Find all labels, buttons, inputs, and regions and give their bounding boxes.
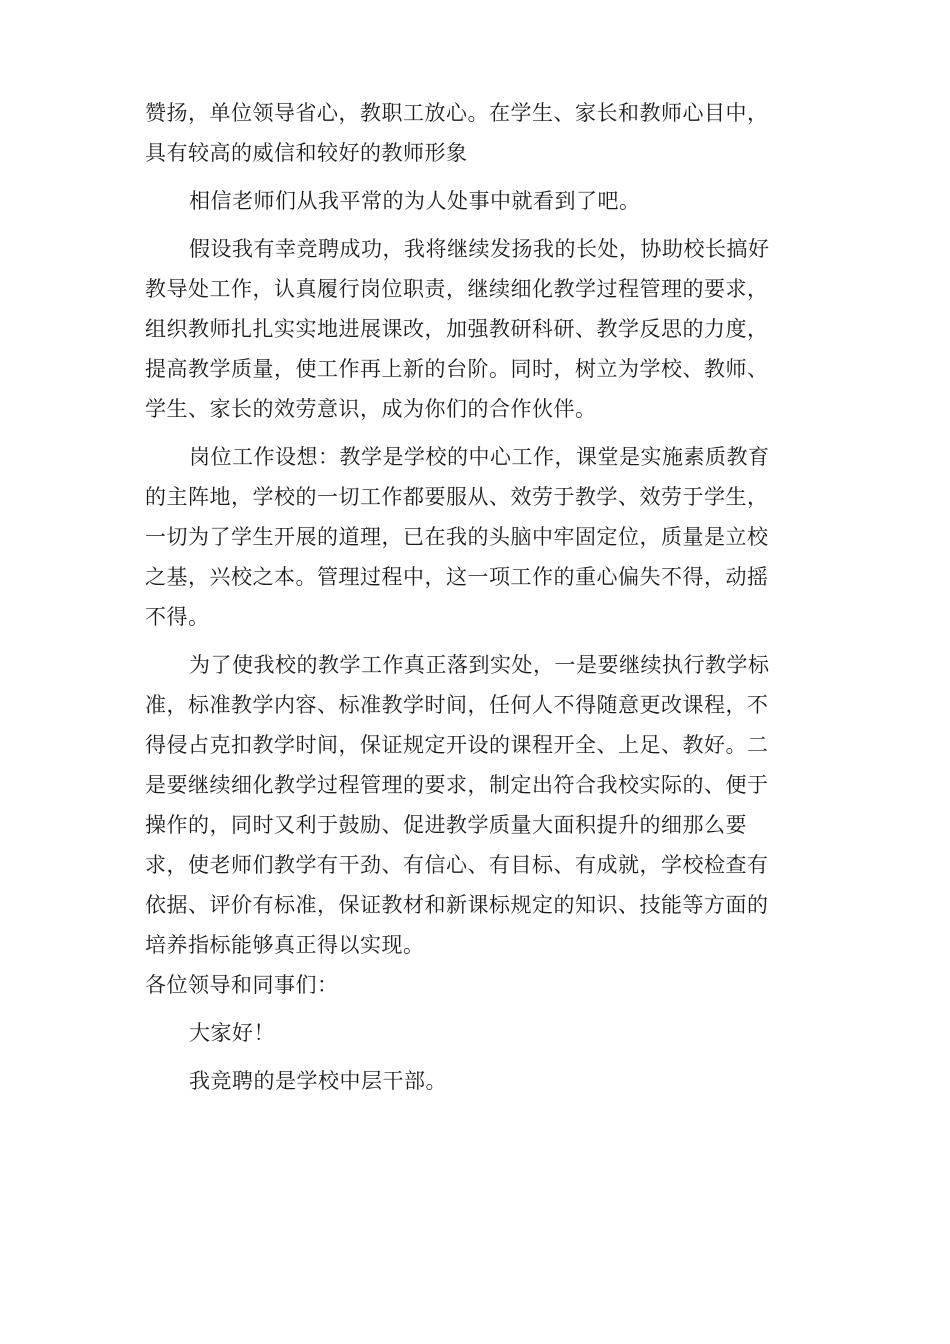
- text-line: 培养指标能够真正得以实现。: [145, 933, 425, 957]
- text-line: 依据、评价有标准，保证教材和新课标规定的知识、技能等方面的: [145, 893, 769, 917]
- document-body: [145, 93, 805, 1101]
- text-line: 岗位工作设想：教学是学校的中心工作，课堂是实施素质教育: [189, 445, 770, 469]
- text-line: 操作的，同时又利于鼓励、促进教学质量大面积提升的细那么要: [145, 813, 747, 837]
- text-line: 教导处工作，认真履行岗位职责，继续细化教学过程管理的要求，: [145, 277, 769, 301]
- paragraph: [145, 229, 805, 429]
- salutation: [145, 965, 805, 1005]
- text-line: 为了使我校的教学工作真正落到实处，一是要继续执行教学标: [189, 653, 770, 677]
- greeting: [145, 1013, 805, 1053]
- text-line: 得侵占克扣教学时间，保证规定开设的课程开全、上足、教好。二: [145, 733, 769, 757]
- text-line: 是要继续细化教学过程管理的要求，制定出符合我校实际的、便于: [145, 773, 769, 797]
- text-line: 求，使老师们教学有干劲、有信心、有目标、有成就，学校检查有: [145, 853, 769, 877]
- text-line: 大家好！: [189, 1021, 275, 1045]
- text-line: 提高教学质量，使工作再上新的台阶。同时，树立为学校、教师、: [145, 357, 769, 381]
- text-line: 我竞聘的是学校中层干部。: [189, 1069, 447, 1093]
- text-line: 组织教师扎扎实实地进展课改，加强教研科研、教学反思的力度，: [145, 317, 769, 341]
- text-line: 相信老师们从我平常的为人处事中就看到了吧。: [189, 189, 641, 213]
- text-line: 之基，兴校之本。管理过程中，这一项工作的重心偏失不得，动摇: [145, 565, 769, 589]
- text-line: 赞扬，单位领导省心，教职工放心。在学生、家长和教师心目中，: [145, 101, 769, 125]
- text-line: 具有较高的威信和较好的教师形象: [145, 141, 468, 165]
- paragraph: [145, 93, 805, 173]
- paragraph: [145, 645, 805, 965]
- text-line: 学生、家长的效劳意识，成为你们的合作伙伴。: [145, 397, 597, 421]
- text-line: 各位领导和同事们：: [145, 973, 339, 997]
- paragraph: [145, 181, 805, 221]
- text-line: 一切为了学生开展的道理，已在我的头脑中牢固定位，质量是立校: [145, 525, 769, 549]
- text-line: 假设我有幸竞聘成功，我将继续发扬我的长处，协助校长搞好: [189, 237, 770, 261]
- paragraph: [145, 1061, 805, 1101]
- text-line: 准，标准教学内容、标准教学时间，任何人不得随意更改课程，不: [145, 693, 769, 717]
- text-line: 不得。: [145, 605, 210, 629]
- paragraph: [145, 437, 805, 637]
- text-line: 的主阵地，学校的一切工作都要服从、效劳于教学、效劳于学生，: [145, 485, 769, 509]
